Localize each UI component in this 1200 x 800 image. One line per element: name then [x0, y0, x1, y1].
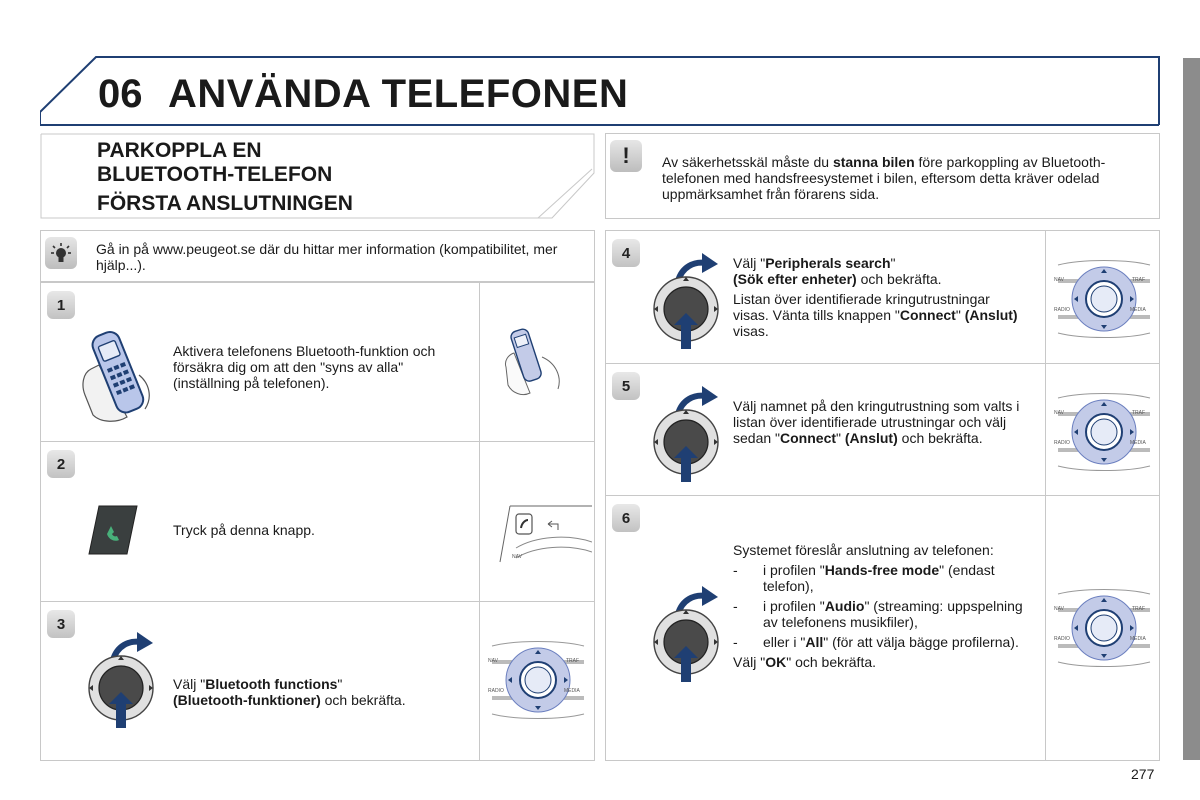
panel-label-media: MEDIA: [1130, 440, 1146, 446]
profile-list: [733, 562, 1023, 650]
chapter-side-tab: [1183, 58, 1200, 760]
section-title-box: [40, 133, 595, 219]
step-number-badge: 3: [47, 610, 75, 638]
step-3: [40, 601, 595, 761]
step-1-text: Aktivera telefonens Bluetooth-funktion och försäkra dig om att den "syns av alla" (inställning på telefonen).: [173, 343, 436, 391]
safety-warning: [605, 133, 1160, 219]
step-1-thumbnail: [479, 283, 594, 441]
section-title-line3: FÖRSTA ANSLUTNINGEN: [97, 192, 353, 215]
step-3-thumbnail: [479, 602, 594, 760]
section-title-line1: PARKOPPLA EN: [97, 139, 262, 162]
step-number-badge: 2: [47, 450, 75, 478]
step-6-thumbnail: [1045, 496, 1159, 760]
control-panel-thumbnail: [486, 640, 590, 720]
panel-label-nav: NAV: [1054, 606, 1064, 612]
step-5: [605, 363, 1160, 496]
control-panel-thumbnail: [1052, 588, 1156, 668]
panel-label-traf: TRAF: [1132, 410, 1146, 416]
panel-label-radio: RADIO: [1054, 636, 1070, 642]
control-panel-thumbnail: [1052, 392, 1156, 472]
panel-label-radio: RADIO: [1054, 307, 1070, 313]
control-panel-thumbnail: [1052, 259, 1156, 339]
list-item: - eller i "All" (för att välja bägge profilerna).: [733, 634, 1019, 650]
panel-label-radio: RADIO: [488, 688, 504, 694]
phone-button-illustration: [87, 504, 139, 556]
chapter-number: 06: [98, 72, 143, 116]
step-4-thumbnail: [1045, 231, 1159, 363]
lightbulb-icon: [45, 237, 77, 269]
rotary-dial-press-icon: [652, 251, 726, 351]
step-number-badge: 5: [612, 372, 640, 400]
step-4: [605, 230, 1160, 364]
tip-text: Gå in på www.peugeot.se där du hittar mer information (kompatibilitet, mer hjälp...).: [96, 241, 558, 273]
tip-box: [40, 230, 595, 282]
panel-label-media: MEDIA: [1130, 636, 1146, 642]
panel-label-media: MEDIA: [564, 688, 580, 694]
panel-label-nav: NAV: [488, 658, 498, 664]
panel-label-radio: RADIO: [1054, 440, 1070, 446]
phone-thumbnail-illustration: [502, 323, 572, 403]
step-4-text: Välj "Peripherals search" (Sök efter enheter) och bekräfta. Listan över identifierade kringutrustningar visas. Vänta tills knappen "Connect" (Anslut) visas.: [733, 255, 1018, 339]
list-item: - i profilen "Audio" (streaming: uppspelning av telefonens musikfiler),: [733, 598, 1023, 630]
panel-label-traf: TRAF: [1132, 606, 1146, 612]
panel-label-nav: NAV: [1054, 410, 1064, 416]
list-item: - i profilen "Hands-free mode" (endast telefon),: [733, 562, 995, 594]
step-number-badge: 4: [612, 239, 640, 267]
step-6: [605, 495, 1160, 761]
step-number-badge: 1: [47, 291, 75, 319]
step-5-text: Välj namnet på den kringutrustning som valts i listan över identifierade utrustningar och välj sedan "Connect" (Anslut) och bekräfta.: [733, 398, 1020, 446]
rotary-dial-press-icon: [652, 584, 726, 684]
rotary-dial-press-icon: [87, 630, 161, 730]
panel-label-traf: TRAF: [1132, 277, 1146, 283]
panel-label-nav: NAV: [1054, 277, 1064, 283]
chapter-title: ANVÄNDA TELEFONEN: [168, 72, 629, 116]
section-title-line2: BLUETOOTH-TELEFON: [97, 163, 333, 186]
step-2: [40, 441, 595, 602]
step-2-text: Tryck på denna knapp.: [173, 522, 315, 538]
svg-text:NAV: NAV: [512, 554, 522, 560]
step-6-intro: Systemet föreslår anslutning av telefonen:: [733, 542, 994, 558]
page-number: 277: [1131, 766, 1155, 782]
step-6-outro: Välj "OK" och bekräfta.: [733, 654, 877, 670]
step-1: [40, 282, 595, 442]
step-5-thumbnail: [1045, 364, 1159, 495]
step-3-text: Välj "Bluetooth functions" (Bluetooth-funktioner) och bekräfta.: [173, 676, 406, 708]
step-6-text: [733, 542, 1023, 670]
exclamation-icon: !: [610, 140, 642, 172]
phone-hand-illustration: [79, 325, 159, 425]
step-2-thumbnail: [479, 442, 594, 601]
step-number-badge: 6: [612, 504, 640, 532]
panel-label-media: MEDIA: [1130, 307, 1146, 313]
panel-label-traf: TRAF: [566, 658, 580, 664]
dashboard-button-thumbnail: [496, 502, 592, 568]
rotary-dial-press-icon: [652, 384, 726, 484]
chapter-header: [40, 56, 1160, 126]
warning-text: Av säkerhetsskäl måste du stanna bilen före parkoppling av Bluetooth-telefonen med handsfreesystemet i bilen, eftersom detta kräver odelad uppmärksamhet från förarens sida.: [662, 154, 1106, 202]
